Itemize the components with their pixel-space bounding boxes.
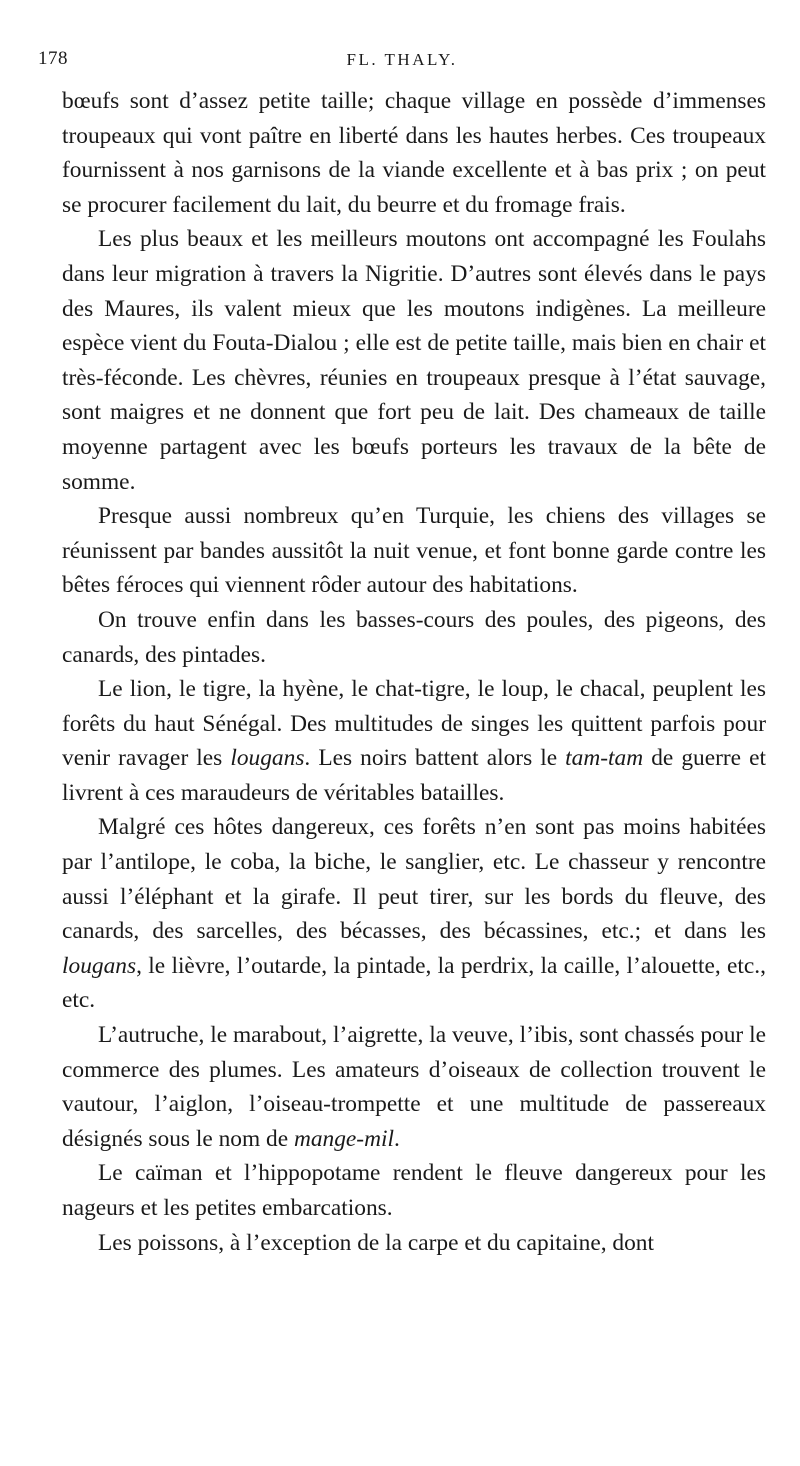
body-text bbox=[62, 84, 766, 1260]
paragraph bbox=[62, 499, 766, 603]
text-run: On trouve enfin dans les basses-cours des poules, des pigeons, des canards, des pintades. bbox=[62, 606, 766, 668]
paragraph bbox=[62, 1226, 766, 1261]
paragraph bbox=[62, 1156, 766, 1225]
text-run: . Les noirs battent alors le bbox=[304, 745, 566, 772]
text-run: Le caïman et l’hippopotame rendent le fleuve dangereux pour les nageurs et les petites embarcations. bbox=[62, 1160, 766, 1221]
page-header bbox=[38, 48, 766, 82]
paragraph bbox=[62, 810, 766, 1018]
text-run: , le lièvre, l’outarde, la pintade, la perdrix, la caille, l’alouette, etc., etc. bbox=[62, 952, 766, 1014]
text-run: . bbox=[393, 1125, 400, 1152]
text-run: Presque aussi nombreux qu’en Turquie, les chiens des villages se réunissent par bandes aussitôt la nuit venue, et font bonne garde contre les bêtes féroces qui viennent rôder autour des habitations. bbox=[62, 503, 766, 599]
paragraph bbox=[62, 222, 766, 499]
paragraph bbox=[62, 84, 766, 222]
italic-term: lougans bbox=[62, 952, 137, 979]
text-run: Les plus beaux et les meilleurs moutons ont accompagné les Foulahs dans leur migration à travers la Nigritie. D’autres sont élevés dans le pays des Maures, ils valent mieux que les moutons indigènes. La meilleure espèce vient du Fouta-Dialou ; elle est de petite taille, mais bien en chair et très-féconde. Les chèvres, réunies en troupeaux presque à l’état sauvage, sont maigres et ne donnent que fort peu de lait. Des chameaux de taille moyenne partagent avec les bœufs porteurs les travaux de la bête de somme. bbox=[62, 226, 766, 495]
text-run: Malgré ces hôtes dangereux, ces forêts n’en sont pas moins habitées par l’antilope, le coba, la biche, le sanglier, etc. Le chasseur y rencontre aussi l’éléphant et la girafe. Il peut tirer, sur les bords du fleuve, des canards, des sarcelles, des bécasses, des bécassines, etc.; et dans les bbox=[62, 814, 766, 945]
text-run: Le lion, le tigre, la hyène, le chat-tigre, le loup, le chacal, peuplent les forêts du haut Sénégal. Des multitudes de singes les quittent parfois pour venir ravager les bbox=[62, 676, 766, 772]
italic-term: tam-tam bbox=[565, 745, 644, 772]
paragraph bbox=[62, 1018, 766, 1156]
italic-term: lougans bbox=[230, 745, 305, 772]
running-head: FL. THALY. bbox=[346, 50, 458, 69]
paragraph bbox=[62, 603, 766, 672]
page-number: 178 bbox=[38, 48, 68, 69]
paragraph bbox=[62, 672, 766, 810]
text-run: Les poissons, à l’exception de la carpe et du capitaine, dont bbox=[98, 1229, 654, 1256]
italic-term: mange-mil bbox=[293, 1125, 394, 1152]
text-run: de guerre et livrent à ces maraudeurs de véritables batailles. bbox=[62, 745, 767, 806]
text-run: bœufs sont d’assez petite taille; chaque village en possède d’immenses troupeaux qui vont paître en liberté dans les hautes herbes. Ces troupeaux fournissent à nos garnisons de la viande excellente et à bas prix ; on peut se procurer facilement du lait, du beurre et du fromage frais. bbox=[62, 88, 766, 218]
text-run: L’autruche, le marabout, l’aigrette, la veuve, l’ibis, sont chassés pour le commerce des plumes. Les amateurs d’oiseaux de collection trouvent le vautour, l’aiglon, l’oiseau-trompette et une multitude de passereaux désignés sous le nom de bbox=[62, 1022, 766, 1152]
